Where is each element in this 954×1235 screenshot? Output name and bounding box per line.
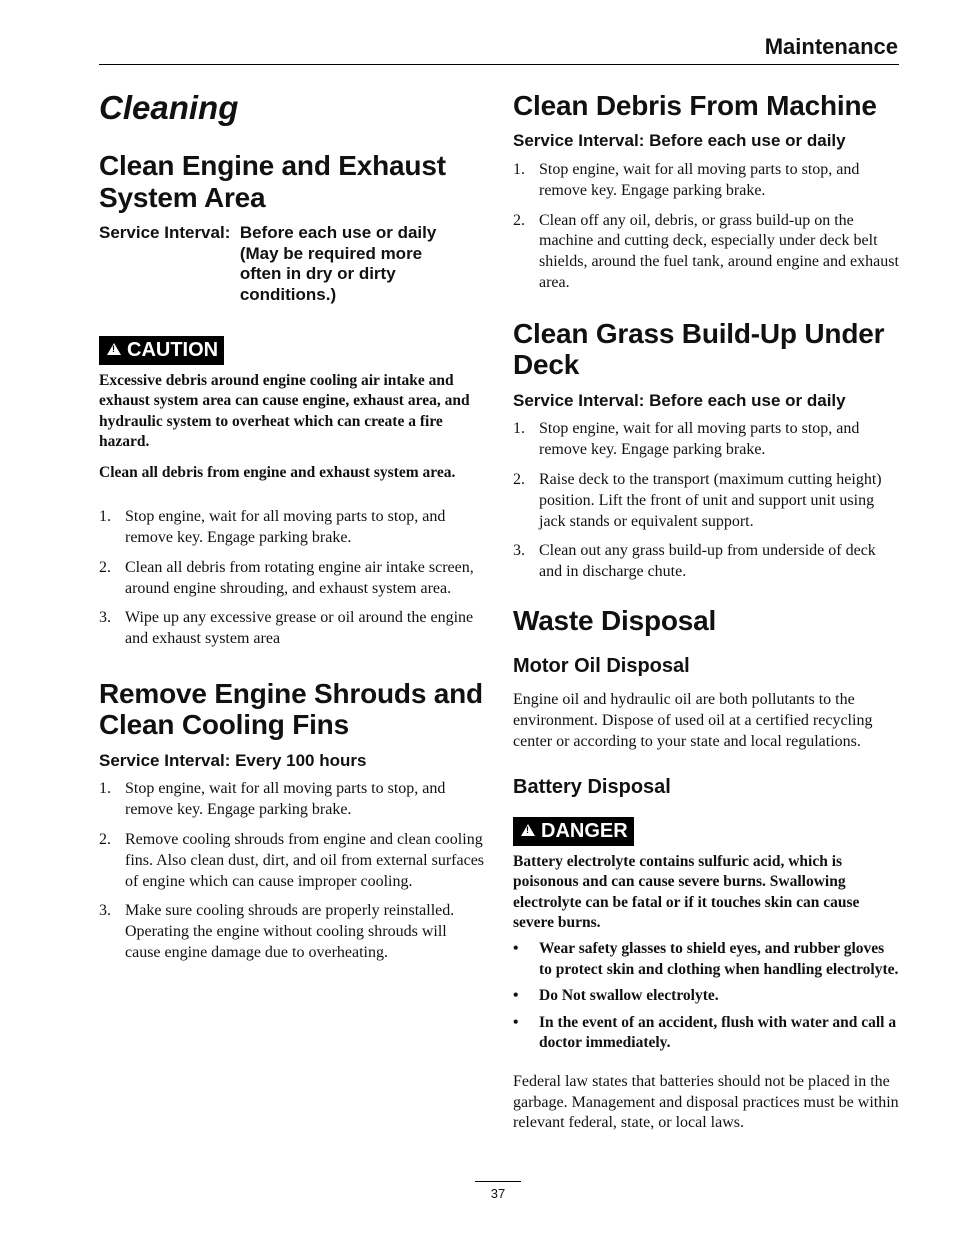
list-item xyxy=(513,1013,899,1054)
battery-disposal-heading: Battery Disposal xyxy=(513,775,671,798)
danger-text: Battery electrolyte contains sulfuric acid, which is poisonous and can cause severe burns. Swallowing electrolyte can be fatal or if it touches skin can cause severe burns. xyxy=(513,852,860,932)
step-number: 3. xyxy=(99,902,111,920)
header-rule xyxy=(99,64,899,65)
step-text: Clean off any oil, debris, or grass build-up on the machine and cutting deck, especially under deck belt shields, around the fuel tank, around engine and exhaust area. xyxy=(539,211,899,292)
step-text: Make sure cooling shrouds are properly reinstalled. Operating the engine without cooling shrouds will cause engine damage due to overheating. xyxy=(125,902,455,962)
bullet: • xyxy=(513,940,519,958)
bullet-text: In the event of an accident, flush with water and call a doctor immediately. xyxy=(539,1013,897,1052)
grass-steps xyxy=(513,419,899,583)
debris-steps xyxy=(513,160,899,294)
step-number: 1. xyxy=(99,508,111,526)
step-number: 2. xyxy=(513,470,525,488)
grass-heading: Clean Grass Build-Up Under Deck xyxy=(513,317,885,381)
engine-heading: Clean Engine and Exhaust System Area xyxy=(99,150,446,213)
interval-values xyxy=(240,223,485,306)
list-item xyxy=(513,986,899,1006)
step-text: Stop engine, wait for all moving parts to stop, and remove key. Engage parking brake. xyxy=(125,508,446,547)
interval-label: Service Interval: xyxy=(99,223,240,243)
shrouds-service-interval: Service Interval: Every 100 hours xyxy=(99,750,367,770)
step-number: 2. xyxy=(99,558,111,576)
list-item xyxy=(513,211,899,294)
list-item xyxy=(513,470,899,532)
list-item xyxy=(513,419,899,461)
page-number: 37 xyxy=(490,1186,506,1201)
step-text: Wipe up any excessive grease or oil around the engine and exhaust system area xyxy=(125,609,474,648)
folio-rule xyxy=(475,1181,521,1182)
federal-law-text: Federal law states that batteries should not be placed in the garbage. Management and disposal practices must be within relevant federal, state, or local laws. xyxy=(513,1072,899,1132)
shrouds-heading: Remove Engine Shrouds and Clean Cooling Fins xyxy=(99,678,483,741)
oil-disposal-text: Engine oil and hydraulic oil are both pollutants to the environment. Dispose of used oil at a certified recycling center or according to your state and local regulations. xyxy=(513,691,873,750)
step-number: 3. xyxy=(99,609,111,627)
caution-label: CAUTION xyxy=(127,338,219,361)
right-column xyxy=(513,84,899,1144)
step-text: Stop engine, wait for all moving parts to stop, and remove key. Engage parking brake. xyxy=(125,780,446,819)
interval-line: Before each use or daily xyxy=(239,223,437,243)
interval-line: conditions.) xyxy=(239,285,337,305)
step-number: 1. xyxy=(513,420,525,438)
step-text: Stop engine, wait for all moving parts to stop, and remove key. Engage parking brake. xyxy=(539,420,860,459)
engine-steps xyxy=(99,507,485,650)
step-number: 1. xyxy=(99,780,111,798)
caution-note: Clean all debris from engine and exhaust system area. xyxy=(99,463,456,481)
warning-triangle-icon xyxy=(107,343,121,355)
danger-bullets xyxy=(513,939,899,1053)
bullet-text: Wear safety glasses to shield eyes, and rubber gloves to protect skin and clothing when handling electrolyte. xyxy=(539,940,899,978)
warning-triangle-icon xyxy=(521,824,535,836)
step-text: Raise deck to the transport (maximum cutting height) position. Lift the front of unit and support unit using jack stands or equivalent support. xyxy=(539,470,882,530)
bullet-text: Do Not swallow electrolyte. xyxy=(539,987,719,1005)
list-item xyxy=(513,160,899,202)
bullet: • xyxy=(513,987,519,1005)
list-item xyxy=(99,779,485,821)
list-item xyxy=(99,558,485,600)
left-column xyxy=(99,84,485,973)
engine-service-interval xyxy=(99,223,485,306)
list-item xyxy=(513,939,899,980)
debris-heading: Clean Debris From Machine xyxy=(513,90,877,121)
step-text: Clean out any grass build-up from underside of deck and in discharge chute. xyxy=(539,542,876,581)
step-text: Stop engine, wait for all moving parts to stop, and remove key. Engage parking brake. xyxy=(539,161,860,199)
step-number: 2. xyxy=(513,211,525,229)
step-text: Clean all debris from rotating engine air intake screen, around engine shrouding, and exhaust system area. xyxy=(125,558,474,597)
oil-disposal-heading: Motor Oil Disposal xyxy=(513,655,690,678)
step-number: 2. xyxy=(99,831,111,849)
list-item xyxy=(99,507,485,549)
caution-text: Excessive debris around engine cooling air intake and exhaust system area can cause engine, exhaust area, and hydraulic system to overheat which can create a fire hazard. xyxy=(99,371,470,451)
list-item xyxy=(513,541,899,583)
list-item xyxy=(99,901,485,963)
list-item xyxy=(99,830,485,892)
grass-service-interval: Service Interval: Before each use or daily xyxy=(513,390,846,410)
running-header-section: Maintenance xyxy=(764,34,898,59)
step-text: Remove cooling shrouds from engine and clean cooling fins. Also clean dust, dirt, and oil from external surfaces of engine which can cause improper cooling. xyxy=(125,831,485,890)
bullet: • xyxy=(513,1013,519,1031)
interval-line: often in dry or dirty xyxy=(239,264,396,284)
list-item xyxy=(99,608,485,650)
step-number: 1. xyxy=(513,161,525,179)
shrouds-steps xyxy=(99,779,485,963)
caution-badge xyxy=(99,336,224,365)
debris-service-interval: Service Interval: Before each use or daily xyxy=(513,131,846,151)
waste-heading: Waste Disposal xyxy=(513,604,717,636)
danger-label: DANGER xyxy=(541,819,628,842)
page-title: Cleaning xyxy=(99,89,239,126)
step-number: 3. xyxy=(513,542,525,560)
interval-line: (May be required more xyxy=(239,243,423,263)
danger-badge xyxy=(513,817,634,846)
